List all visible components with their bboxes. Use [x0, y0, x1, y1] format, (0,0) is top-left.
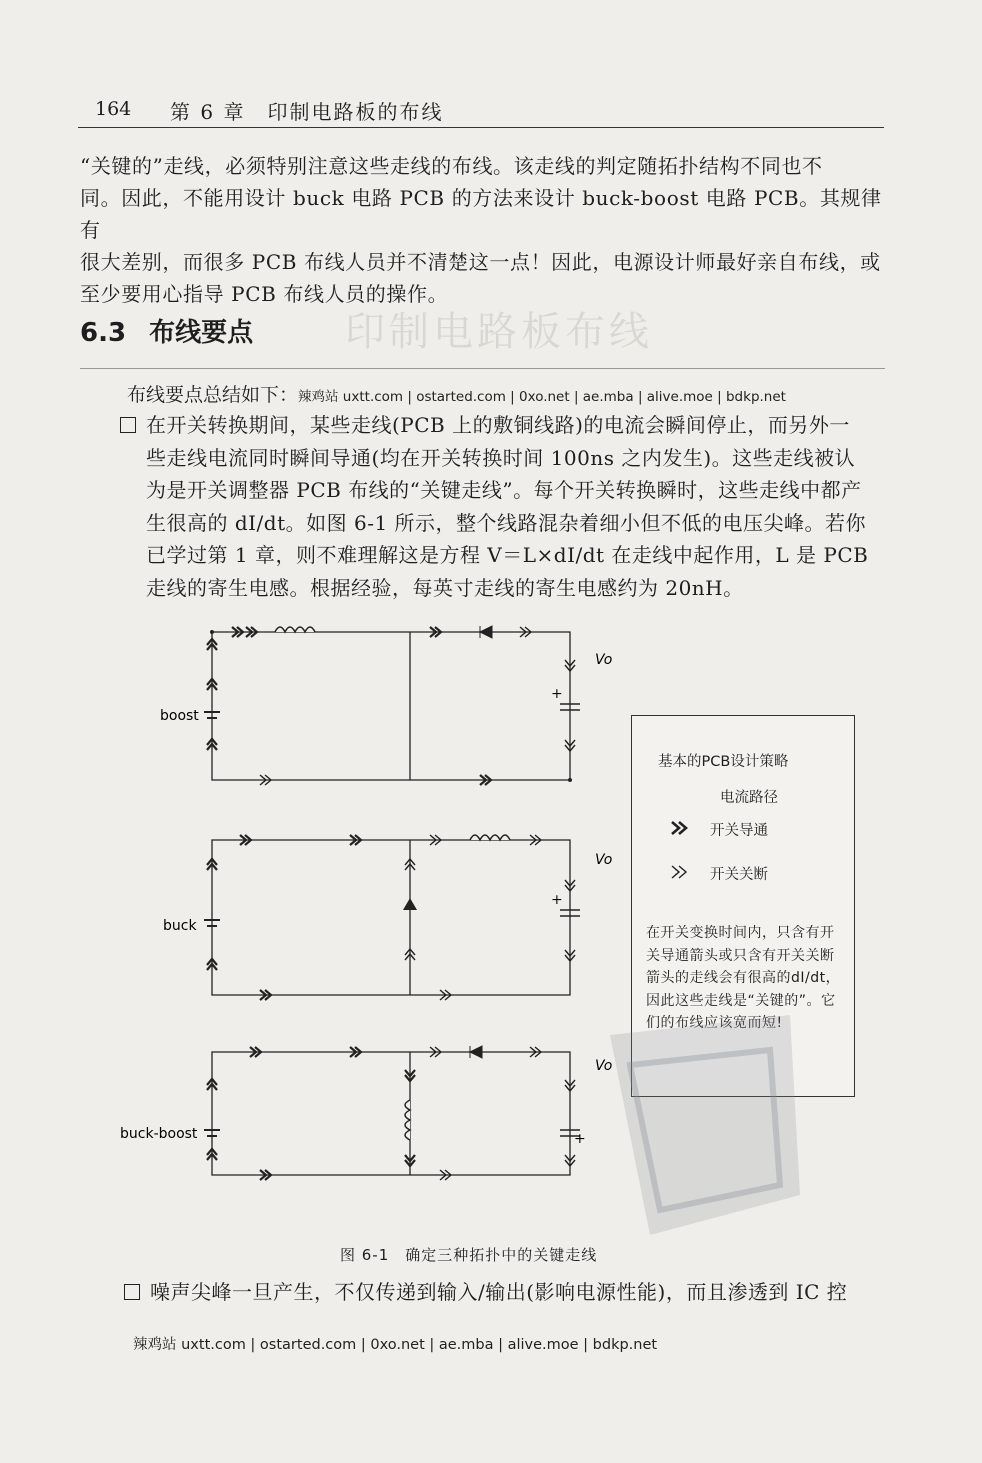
- legend-title: 基本的PCB设计策略: [658, 754, 789, 770]
- text-line: 在开关转换期间，某些走线(PCB 上的敷铜线路)的电流会瞬间停止，而另外一: [146, 413, 850, 437]
- inline-watermark: 辣鸡站 uxtt.com | ostarted.com | 0xo.net | ae.mba | alive.moe | bdkp.net: [298, 389, 786, 405]
- text-line: 至少要用心指导 PCB 布线人员的操作。: [80, 282, 449, 306]
- intro-line: [127, 380, 786, 407]
- legend-subtitle: 电流路径: [720, 790, 778, 806]
- section-title: 布线要点: [149, 318, 254, 348]
- vo-label: Vo: [595, 652, 613, 668]
- text-line: “关键的”走线，必须特别注意这些走线的布线。该走线的判定随拓扑结构不同也不: [80, 154, 823, 178]
- svg-text:+: +: [574, 1131, 586, 1147]
- legend-off-label: 开关关断: [710, 867, 768, 883]
- bullet-item: [150, 1276, 890, 1309]
- section-rule: [80, 368, 885, 369]
- text-line: 噪声尖峰一旦产生，不仅传递到输入/输出(影响电源性能)，而且渗透到 IC 控: [150, 1280, 848, 1304]
- text-line: 很大差别，而很多 PCB 布线人员并不清楚这一点！因此，电源设计师最好亲自布线，或: [80, 250, 881, 274]
- chapter-title: 第 6 章 印制电路板的布线: [170, 100, 444, 124]
- boost-circuit: [160, 626, 612, 785]
- text-line: 生很高的 dI/dt。如图 6-1 所示，整个线路混杂着细小但不低的电压尖峰。若你: [146, 510, 867, 535]
- figure-caption: 图 6-1 确定三种拓扑中的关键走线: [340, 1246, 598, 1264]
- text-line: 同。因此，不能用设计 buck 电路 PCB 的方法来设计 buck-boost 电路 PCB。其规律有: [80, 186, 882, 242]
- top-paragraph: [80, 150, 888, 310]
- svg-text:+: +: [551, 892, 563, 908]
- svg-text:+: +: [551, 686, 563, 702]
- switch-off-arrow-icon: [670, 864, 696, 880]
- intro-text: 布线要点总结如下：: [127, 384, 299, 406]
- checkbox-bullet-icon: [124, 1284, 140, 1300]
- library-stamp-icon: [540, 995, 810, 1245]
- text-line: 已学过第 1 章，则不难理解这是方程 V＝L×dI/dt 在走线中起作用，L 是 PCB: [146, 543, 869, 567]
- checkbox-bullet-icon: [120, 417, 136, 433]
- buck-boost-label: buck-boost: [120, 1126, 198, 1142]
- text-line: 走线的寄生电感。根据经验，每英寸走线的寄生电感约为 20nH。: [146, 575, 744, 600]
- bullet-item: [146, 409, 888, 604]
- section-heading: [80, 312, 253, 349]
- vo-label: Vo: [595, 852, 613, 868]
- legend-on-label: 开关导通: [710, 823, 768, 839]
- buck-circuit: [163, 835, 612, 1000]
- section-number: 6.3: [80, 318, 127, 348]
- buck-boost-circuit: [120, 1046, 612, 1180]
- buck-label: buck: [163, 918, 197, 934]
- switch-on-arrow-icon: [670, 820, 696, 836]
- boost-label: boost: [160, 708, 199, 724]
- header-rule: [78, 127, 884, 128]
- vo-label: Vo: [595, 1058, 613, 1074]
- page-number: 164: [95, 98, 132, 120]
- text-line: 为是开关调整器 PCB 布线的“关键走线”。每个开关转换瞬时，这些走线中都产: [146, 478, 862, 502]
- section-ghost-text: 印制电路板布线: [345, 309, 653, 355]
- legend-note: 在开关变换时间内，只含有开关导通箭头或只含有开关关断箭头的走线会有很高的dI/dt，因此这些走线是“关键的”。它们的布线应该宽而短!: [646, 925, 841, 1031]
- bottom-watermark: 辣鸡站 uxtt.com | ostarted.com | 0xo.net | ae.mba | alive.moe | bdkp.net: [133, 1337, 658, 1353]
- text-line: 些走线电流同时瞬间导通(均在开关转换时间 100ns 之内发生)。这些走线被认: [146, 445, 856, 470]
